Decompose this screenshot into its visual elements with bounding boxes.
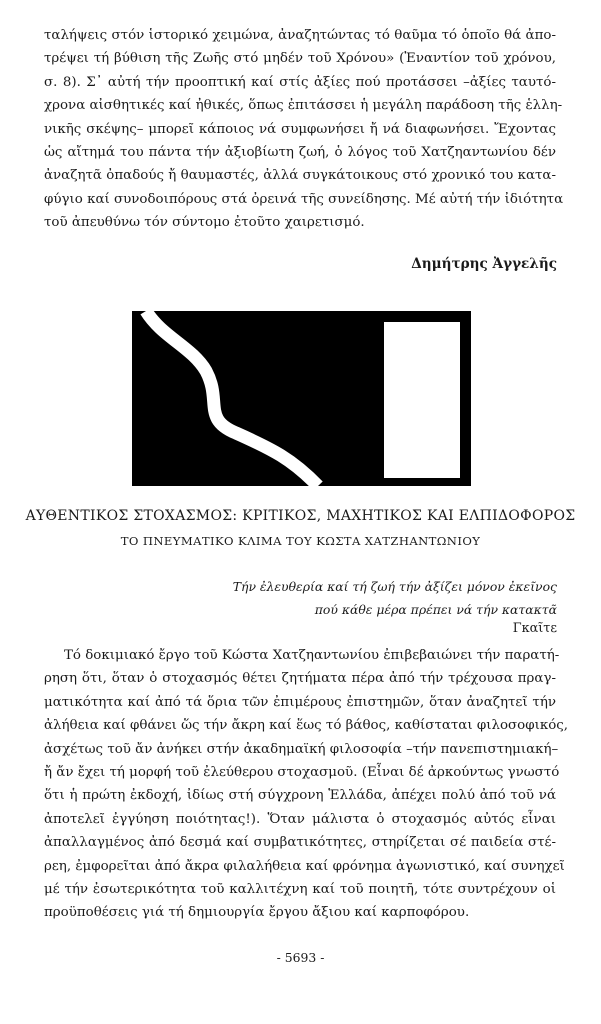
text-line: ἀσχέτως τοῦ ἄν ἀνήκει στήν ἀκαδημαϊκή φιλοσοφία –τήν πανεπιστημιακή–: [44, 741, 559, 757]
abstract-illustration: [132, 311, 471, 486]
text-line: Τό δοκιμιακό ἔργο τοῦ Κώστα Χατζηαντωνίου ἐπιβεβαιώνει τήν παρατή-: [64, 648, 560, 663]
text-line: μέ τήν ἐσωτερικότητα τοῦ καλλιτέχνη καί τοῦ ποιητῆ, τότε συντρέχουν οἱ: [44, 882, 556, 898]
epigraph-line: Τήν ἐλευθερία καί τή ζωή τήν ἀξίζει μόνον ἐκεῖνος: [232, 579, 557, 594]
text-line: ρεη, ἐμφορεῖται ἀπό ἄκρα φιλαλήθεια καί φρόνημα ἀγωνιστικό, καί συνηχεῖ: [44, 858, 565, 874]
text-line: ἀποτελεῖ ἐγγύηση ποιότητας!). Ὅταν μάλιστα ὁ στοχασμός αὐτός εἶναι: [44, 811, 556, 827]
text-line: ἀπαλλαγμένος ἀπό δεσμά καί συμβατικότητες, στηρίζεται σέ παιδεία στέ-: [44, 835, 556, 851]
text-line: προϋποθέσεις γιά τή δημιουργία ἔργου ἄξιου καί καρποφόρου.: [44, 905, 470, 921]
author-signature: Δημήτρης Ἀγγελῆς: [411, 256, 557, 272]
text-line: χρονα αἰσθητικές καί ἠθικές, ὅπως ἐπιτάσσει ἡ μεγάλη παράδοση τῆς ἑλλη-: [44, 98, 563, 114]
figure-white-panel: [384, 322, 460, 478]
article-subtitle: ΤΟ ΠΝΕΥΜΑΤΙΚΟ ΚΛΙΜΑ ΤΟΥ ΚΩΣΤΑ ΧΑΤΖΗΑΝΤΩΝΙΟΥ: [120, 534, 481, 548]
epigraph-line: πού κάθε μέρα πρέπει νά τήν κατακτᾶ: [314, 602, 557, 617]
text-line: ταλήψεις στόν ἱστορικό χειμώνα, ἀναζητώντας τό θαῦμα τό ὁποῖο θά ἀπο-: [44, 28, 556, 43]
page-number: - 5693 -: [276, 950, 325, 965]
article-title: ΑΥΘΕΝΤΙΚΟΣ ΣΤΟΧΑΣΜΟΣ: ΚΡΙΤΙΚΟΣ, ΜΑΧΗΤΙΚΟΣ ΚΑΙ ΕΛΠΙΔΟΦΟΡΟΣ: [25, 508, 576, 524]
paragraph-2: [44, 644, 569, 925]
text-line: τρέψει τή βύθιση τῆς Ζωῆς στό μηδέν τοῦ Χρόνου» (Ἐναντίον τοῦ χρόνου,: [44, 51, 556, 67]
text-line: σ. 8). Σ᾽ αὐτή τήν προοπτική καί στίς ἀξίες πού προτάσσει –ἀξίες ταυτό-: [44, 74, 556, 90]
text-line: φύγιο καί συνοδοιπόρους στά ὀρεινά τῆς συνείδησης. Μέ αὐτή τήν ἰδιότητα: [44, 191, 564, 207]
text-line: ὡς αἴτημά του πάντα τήν ἀξιοβίωτη ζωή, ὁ λόγος τοῦ Χατζηαντωνίου δέν: [44, 145, 556, 161]
epigraph-author: Γκαῖτε: [512, 621, 557, 636]
paragraph-1: [44, 24, 564, 235]
epigraph: [233, 575, 557, 621]
text-line: ἀλήθεια καί φθάνει ὥς τήν ἄκρη καί ἕως τό βάθος, καθίσταται φιλοσοφικός,: [44, 718, 569, 734]
text-line: ματικότητα καί ἀπό τά ὅρια τῶν ἐπιμέρους ἐπιστημῶν, ὅταν ἀναζητεῖ τήν: [44, 694, 556, 710]
text-line: ὅτι ἡ πρώτη ἐκδοχή, ἰδίως στή σύγχρονη Ἑλλάδα, ἀπέχει πολύ ἀπό τοῦ νά: [44, 788, 556, 804]
text-line: τοῦ ἀπευθύνω τόν σύντομο ἐτοῦτο χαιρετισμό.: [44, 215, 365, 231]
text-line: ρηση ὅτι, ὅταν ὁ στοχασμός θέτει ζητήματα πέρα ἀπό τήν τρέχουσα πραγ-: [44, 671, 556, 687]
text-line: ἤ ἄν ἔχει τή μορφή τοῦ ἐλεύθερου στοχασμοῦ. (Εἶναι δέ ἀρκούντως γνωστό: [44, 765, 560, 781]
text-line: ἀναζητᾶ ὀπαδούς ἤ θαυμαστές, ἀλλά συγκάτοικους στό χρονικό του κατα-: [44, 168, 556, 184]
text-line: νικῆς σκέψης– μπορεῖ κάποιος νά συμφωνήσει ἤ νά διαφωνήσει. Ἔχοντας: [44, 121, 556, 137]
